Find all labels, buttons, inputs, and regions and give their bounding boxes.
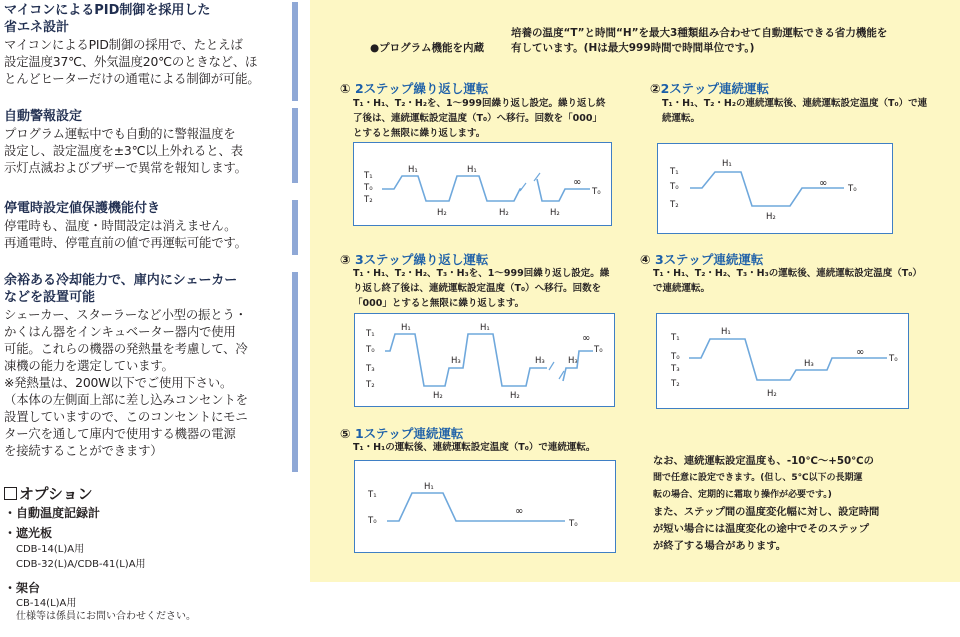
label-h2: H₂ [550, 208, 560, 218]
label-t1: T₁ [670, 167, 679, 177]
step-4-description: T₁・H₁、T₂・H₂、T₃・H₃の運転後、連続運転設定温度（T₀） で連続運転。 [653, 268, 922, 294]
label-t1: T₁ [366, 329, 375, 339]
infinity-icon: ∞ [856, 347, 865, 358]
option-sub: CDB-14(L)A用 [16, 544, 85, 555]
step-4-graph [656, 313, 909, 409]
label-h1: H₁ [467, 165, 477, 175]
label-t0-end: T₀ [889, 354, 898, 364]
label-t2: T₂ [364, 195, 373, 205]
label-h3: H₃ [568, 356, 578, 366]
label-t1: T₁ [671, 333, 680, 343]
program-curve [385, 334, 547, 386]
feature-side-bar [292, 2, 298, 101]
label-t1: T₁ [364, 171, 373, 181]
label-h3: H₃ [451, 356, 461, 366]
program-curve [537, 179, 590, 201]
feature-title: マイコンによるPID制御を採用した 省エネ設計 [4, 3, 211, 35]
infinity-icon: ∞ [515, 506, 524, 517]
step-2-heading: ②2ステップ連続運転 [650, 81, 770, 96]
step-5-description: T₁・H₁の運転後、連続運転設定温度（T₀）で連続運転。 [353, 442, 596, 453]
label-t0-end: T₀ [592, 187, 601, 197]
step-5-graph [354, 460, 616, 553]
program-curve [689, 339, 887, 380]
label-h3: H₃ [535, 356, 545, 366]
break-mark [520, 183, 526, 191]
step-1-heading: ① 2ステップ繰り返し運転 [340, 81, 489, 96]
label-h2: H₂ [437, 208, 447, 218]
break-mark [549, 362, 554, 370]
label-h1: H₁ [408, 165, 418, 175]
feature-title: 余裕ある冷却能力で、庫内にシェーカー などを設置可能 [4, 273, 238, 305]
step-4-heading: ④ 3ステップ連続運転 [640, 252, 764, 267]
option-item: ・遮光板 [4, 526, 53, 540]
step-3-heading: ③ 3ステップ繰り返し運転 [340, 252, 489, 267]
option-sub: CB-14(L)A用 [16, 598, 77, 609]
feature-pid-control [4, 2, 292, 101]
label-t0: T₀ [671, 352, 680, 362]
label-t0: T₀ [670, 182, 679, 192]
step-2-description: T₁・H₁、T₂・H₂の連続運転後、連続運転設定温度（T₀）で連 続運転。 [662, 98, 928, 124]
infinity-icon: ∞ [582, 333, 591, 344]
feature-title: 停電時設定値保護機能付き [4, 201, 161, 216]
feature-body: シェーカー、スターラーなど小型の振とう・ かくはん器をインキュベーター器内で使用 可能。これらの機器の発熱量を考慮して、冷 凍機の能力を選定しています。 ※発熱量は、200W以下でご使用下さい。 （本体の左側面上部に差し込みコンセントを 設置していますので、このコンセントにモニ ター穴を通して庫内で使用する機器の電源 を接続することができます） [4, 307, 248, 458]
label-h1: H₁ [722, 159, 732, 169]
label-t1: T₁ [368, 490, 377, 500]
feature-body: 停電時も、温度・時間設定は消えません。 再通電時、停電直前の値で再運転可能です。 [4, 218, 247, 250]
label-t0: T₀ [364, 183, 373, 193]
label-h1: H₁ [721, 327, 731, 337]
feature-body: プログラム運転中でも自動的に警報温度を 設定し、設定温度を±3℃以上外れると、表 示灯点滅およびブザーで異常を報知します。 [4, 126, 247, 175]
label-t3: T₃ [671, 364, 680, 374]
step-3-description: T₁・H₁、T₂・H₂、T₃・H₃を、1～999回繰り返し設定。繰 り返し終了後は、連続運転設定温度（T₀）へ移行。回数を 「000」とすると無限に繰り返します。 [353, 268, 610, 309]
program-intro: 培養の温度“T”と時間“H”を最大3種類組み合わせて自動運転できる省力機能を 有しています。(Hは最大999時間で時間単位です。) [511, 27, 888, 54]
label-h2: H₂ [767, 389, 777, 399]
label-t3: T₃ [366, 364, 375, 374]
step-1-graph [353, 142, 612, 226]
label-h2: H₂ [499, 208, 509, 218]
feature-side-bar [292, 108, 298, 183]
label-t2: T₂ [366, 380, 375, 390]
infinity-icon: ∞ [819, 178, 828, 189]
feature-side-bar [292, 200, 298, 255]
feature-cooling-capacity [4, 272, 292, 472]
feature-power-failure [4, 200, 292, 255]
option-item: ・架台 [4, 581, 41, 595]
square-icon [4, 487, 17, 500]
infinity-icon: ∞ [573, 177, 582, 188]
step-3-graph [354, 313, 615, 407]
step-2-graph [657, 143, 893, 234]
program-curve [382, 176, 522, 201]
label-h1: H₁ [424, 482, 434, 492]
label-t2: T₂ [670, 200, 679, 210]
label-t2: T₂ [671, 379, 680, 389]
program-label: ●プログラム機能を内蔵 [370, 42, 485, 54]
options-heading: オプション [4, 483, 93, 504]
feature-auto-alarm [4, 108, 292, 183]
label-t0: T₀ [366, 345, 375, 355]
label-h1: H₁ [480, 323, 490, 333]
option-item: ・自動温度記録計 [4, 506, 101, 520]
label-t0: T₀ [368, 516, 377, 526]
label-t0-end: T₀ [848, 184, 857, 194]
label-h3: H₃ [804, 359, 814, 369]
feature-title: 自動警報設定 [4, 109, 83, 124]
label-t0-end: T₀ [569, 519, 578, 529]
label-t0-end: T₀ [594, 345, 603, 355]
program-curve [387, 493, 565, 521]
step-1-description: T₁・H₁、T₂・H₂を、1～999回繰り返し設定。繰り返し終 了後は、連続運転設定温度（T₀）へ移行。回数を「000」 とすると無限に繰り返します。 [353, 98, 606, 139]
label-h1: H₁ [401, 323, 411, 333]
label-h2: H₂ [766, 212, 776, 222]
label-h2: H₂ [433, 391, 443, 401]
option-sub: 仕様等は係員にお問い合わせください。 [16, 611, 196, 622]
program-note: なお、連続運転設定温度も、-10℃～+50℃の 間で任意に設定できます。(但し、5℃以下の長期運 転の場合、定期的に霜取り操作が必要です。) また、ステップ間の温度変化幅に対し、設定時間 が短い場合には温度変化の途中でそのステップ が終了する場合があります。 [653, 455, 880, 552]
step-5-heading: ⑤ 1ステップ連続運転 [340, 426, 464, 441]
feature-side-bar [292, 272, 298, 472]
option-sub: CDB-32(L)A/CDB-41(L)A用 [16, 559, 146, 570]
program-panel [310, 0, 960, 582]
feature-body: マイコンによるPID制御の採用で、たとえば 設定温度37℃、外気温度20℃のときなど、ほ とんどヒーターだけの通電による制御が可能。 [4, 37, 260, 86]
label-h2: H₂ [510, 391, 520, 401]
